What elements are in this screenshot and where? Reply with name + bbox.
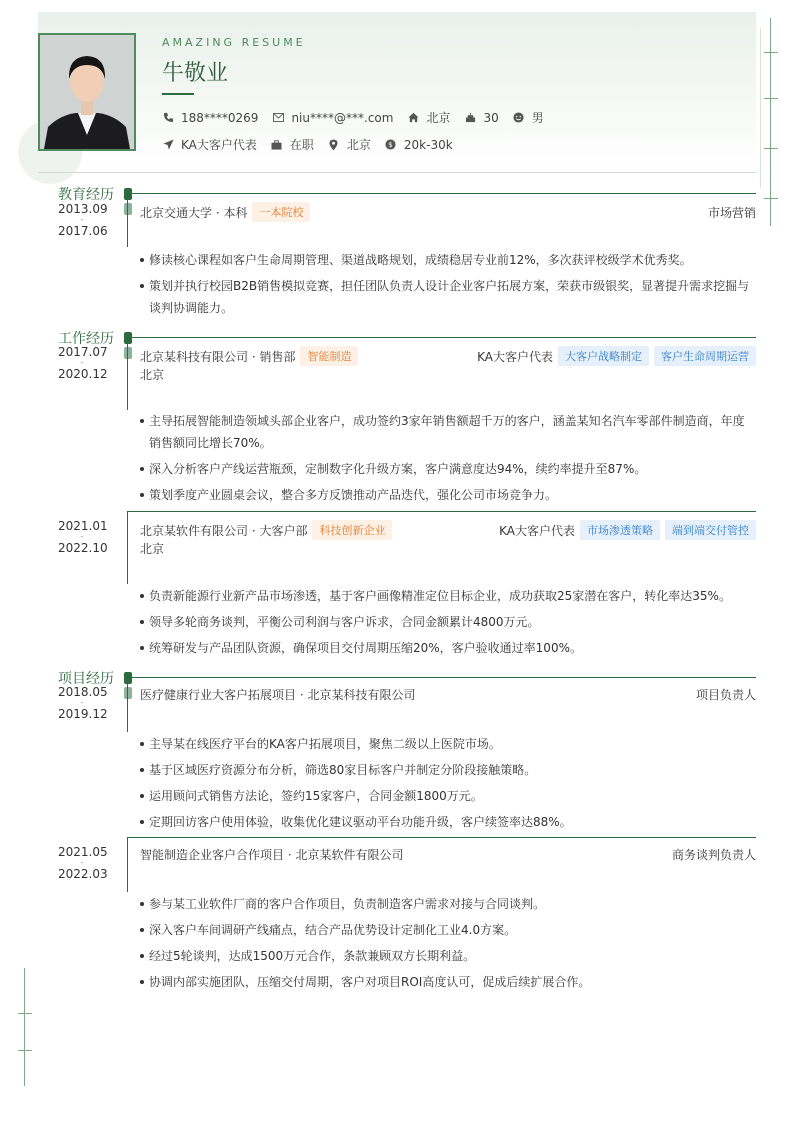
date-range	[58, 520, 106, 554]
date-separator: -	[80, 532, 84, 542]
timeline-subnode	[124, 347, 132, 359]
school-name: 北京交通大学 · 本科	[140, 205, 248, 220]
decorative-tick	[764, 98, 778, 99]
start-date: 2013.09	[58, 202, 108, 216]
decorative-tick	[764, 198, 778, 199]
phone-text: 188****0269	[181, 110, 259, 125]
education-section-title: 教育经历	[58, 187, 114, 203]
timeline-line	[127, 677, 128, 732]
work-location: 北京	[140, 542, 165, 556]
timeline-subnode	[124, 687, 132, 699]
end-date: 2017.06	[58, 224, 108, 238]
location-pin-icon	[328, 139, 340, 151]
svg-text:$: $	[388, 140, 394, 150]
avatar-portrait	[40, 35, 134, 149]
skill-tag: 客户生命周期运营	[654, 346, 756, 366]
project-entry-header	[140, 686, 756, 703]
status-item	[271, 136, 314, 153]
skill-tag: 端到端交付管控	[665, 520, 756, 540]
date-separator: -	[80, 858, 84, 868]
email-item	[272, 111, 393, 125]
timeline-line	[127, 337, 128, 410]
list-item: 负责新能源行业新产品市场渗透，基于客户画像精准定位目标企业，成功获取25家潜在客户，转化率达35%。	[138, 585, 756, 607]
briefcase-icon	[271, 139, 283, 151]
timeline-line	[127, 837, 128, 892]
end-date: 2019.12	[58, 707, 108, 721]
project-name: 智能制造企业客户合作项目 · 北京某软件有限公司	[140, 848, 404, 862]
company-name: 北京某软件有限公司 · 大客户部	[140, 523, 308, 538]
face-icon	[513, 112, 525, 124]
education-bullets	[138, 249, 756, 323]
date-range	[58, 686, 106, 720]
header-divider	[38, 172, 756, 173]
timeline-node	[124, 672, 132, 684]
work-bullets	[138, 585, 756, 663]
send-icon	[162, 139, 174, 151]
list-item: 参与某工业软件厂商的客户合作项目，负责制造客户需求对接与合同谈判。	[138, 893, 756, 915]
phone-icon	[162, 112, 174, 124]
project-bullets	[138, 733, 756, 837]
work-entry-header	[140, 346, 756, 366]
list-item: 策划并执行校园B2B销售模拟竞赛，担任团队负责人设计企业客户拓展方案，荣获市级银奖，显著提升需求挖掘与谈判协调能力。	[138, 275, 756, 319]
project-name: 医疗健康行业大客户拓展项目 · 北京某科技有限公司	[140, 688, 416, 702]
list-item: 运用顾问式销售方法论，签约15家客户，合同金额1800万元。	[138, 785, 756, 807]
decorative-right-rail	[770, 18, 771, 226]
decorative-tick	[18, 1013, 32, 1014]
end-date: 2022.03	[58, 867, 108, 881]
name-underline	[162, 93, 194, 95]
start-date: 2021.01	[58, 519, 108, 533]
project-section-title: 项目经历	[58, 671, 114, 687]
date-range	[58, 203, 106, 237]
start-date: 2017.07	[58, 345, 108, 359]
phone-item	[162, 111, 258, 125]
list-item: 深入客户车间调研产线痛点，结合产品优势设计定制化工业4.0方案。	[138, 919, 756, 941]
location-item	[328, 136, 371, 153]
list-item: 领导多轮商务谈判，平衡公司利润与客户诉求，合同金额累计4800万元。	[138, 611, 756, 633]
salary-item	[385, 138, 453, 152]
date-separator: -	[80, 215, 84, 225]
entry-divider	[127, 511, 756, 512]
work-section-title: 工作经历	[58, 331, 114, 347]
section-divider	[125, 337, 756, 338]
list-item: 经过5轮谈判，达成1500万元合作，条款兼顾双方长期利益。	[138, 945, 756, 967]
list-item: 修读核心课程如客户生命周期管理、渠道战略规划，成绩稳居专业前12%，多次获评校级学术优秀奖。	[138, 249, 756, 271]
industry-tag: 科技创新企业	[312, 520, 392, 540]
skill-tag: 市场渗透策略	[580, 520, 660, 540]
email-text: niu****@***.com	[291, 110, 394, 125]
section-divider	[125, 193, 756, 194]
mail-icon	[272, 112, 284, 124]
company-name: 北京某科技有限公司 · 销售部	[140, 349, 296, 364]
skill-tag: 大客户战略制定	[558, 346, 649, 366]
list-item: 定期回访客户使用体验，收集优化建议驱动平台功能升级，客户续签率达88%。	[138, 811, 756, 833]
timeline-line	[127, 511, 128, 584]
gender-text: 男	[531, 111, 544, 125]
date-separator: -	[80, 698, 84, 708]
start-date: 2018.05	[58, 685, 108, 699]
job-role: KA大客户代表	[477, 349, 553, 364]
project-role: 商务谈判负责人	[671, 848, 756, 862]
job-intent-row	[162, 136, 467, 153]
list-item: 深入分析客户产线运营瓶颈，定制数字化升级方案，客户满意度达94%，续约率提升至87%。	[138, 458, 756, 480]
entry-divider	[127, 837, 756, 838]
decorative-frame-line	[760, 28, 761, 188]
industry-tag: 智能制造	[300, 346, 358, 366]
list-item: 统筹研发与产品团队资源，确保项目交付周期压缩20%，客户验收通过率100%。	[138, 637, 756, 659]
list-item: 策划季度产业圆桌会议，整合多方反馈推动产品迭代，强化公司市场竞争力。	[138, 484, 756, 506]
gender-item	[513, 109, 544, 126]
project-role: 项目负责人	[695, 688, 756, 702]
age-item	[464, 111, 498, 125]
timeline-node	[124, 188, 132, 200]
money-icon	[385, 139, 397, 151]
resume-tagline: AMAZING RESUME	[162, 36, 306, 49]
candidate-name: 牛敬业	[162, 61, 229, 86]
list-item: 基于区域医疗资源分布分析，筛选80家目标客户并制定分阶段接触策略。	[138, 759, 756, 781]
city-text: 北京	[426, 111, 451, 125]
list-item: 协调内部实施团队，压缩交付周期，客户对项目ROI高度认可，促成后续扩展合作。	[138, 971, 756, 993]
decorative-tick	[764, 52, 778, 53]
project-entry-header	[140, 846, 756, 863]
decorative-tick	[764, 148, 778, 149]
age-text: 30	[483, 110, 499, 125]
major: 市场营销	[707, 205, 756, 220]
timeline-node	[124, 332, 132, 344]
position-item	[162, 136, 257, 153]
salary-text: 20k-30k	[403, 137, 453, 152]
location-text: 北京	[346, 138, 371, 152]
start-date: 2021.05	[58, 845, 108, 859]
timeline-subnode	[124, 203, 132, 215]
list-item: 主导拓展智能制造领域头部企业客户，成功签约3家年销售额超千万的客户，涵盖某知名汽车零部件制造商，年度销售额同比增长70%。	[138, 410, 756, 454]
list-item: 主导某在线医疗平台的KA客户拓展项目，聚焦二级以上医院市场。	[138, 733, 756, 755]
cake-icon	[464, 112, 476, 124]
status-text: 在职	[289, 138, 314, 152]
role-group	[477, 346, 756, 366]
date-separator: -	[80, 358, 84, 368]
home-icon	[407, 112, 419, 124]
work-bullets	[138, 410, 756, 510]
job-role: KA大客户代表	[499, 523, 575, 538]
date-range	[58, 846, 106, 880]
work-location: 北京	[140, 368, 165, 382]
education-entry-header	[140, 202, 756, 222]
timeline-line	[127, 193, 128, 247]
decorative-left-rail	[24, 968, 25, 1086]
section-divider	[125, 677, 756, 678]
project-bullets	[138, 893, 756, 997]
end-date: 2020.12	[58, 367, 108, 381]
role-group	[499, 520, 756, 540]
contact-row	[162, 109, 558, 126]
end-date: 2022.10	[58, 541, 108, 555]
school-tag: 一本院校	[252, 202, 310, 222]
profile-photo	[38, 33, 136, 151]
work-entry-header	[140, 520, 756, 540]
date-range	[58, 346, 106, 380]
position-text: KA大客户代表	[181, 138, 257, 152]
decorative-tick	[18, 1050, 32, 1051]
city-item	[407, 109, 450, 126]
